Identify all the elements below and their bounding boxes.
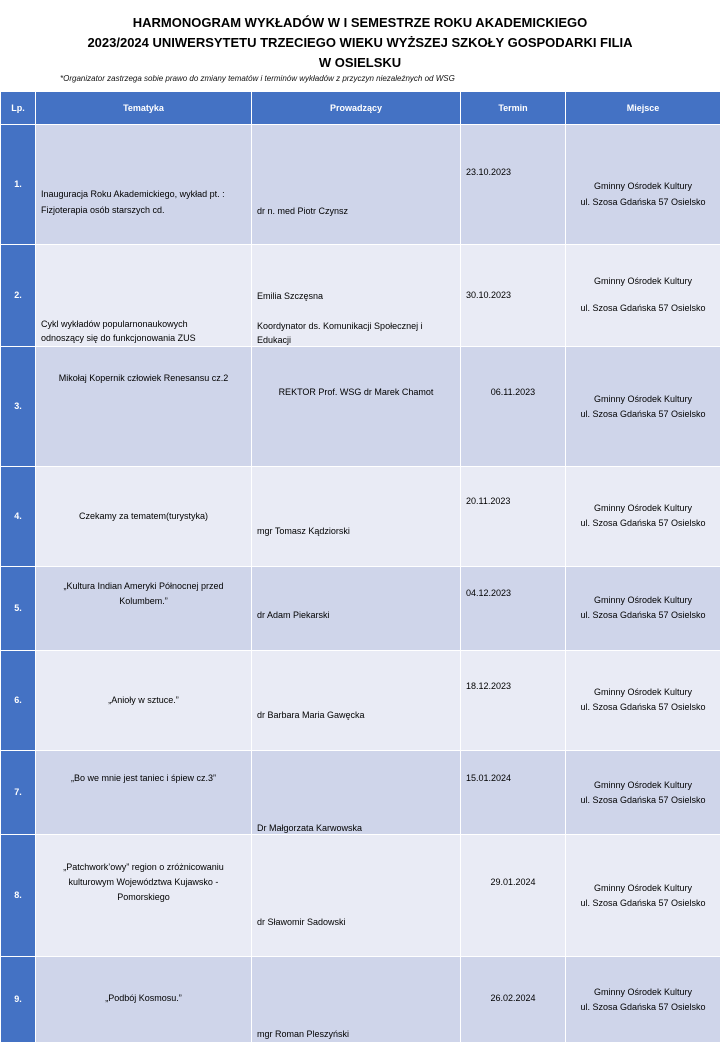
lecturer-cell [252, 467, 461, 567]
title-line-2: 2023/2024 UNIWERSYTETU TRZECIEGO WIEKU WYŻSZEJ SZKOŁY GOSPODARKI FILIA [0, 34, 720, 52]
topic-line: kulturowym Województwa Kujawsko - [41, 875, 246, 890]
place-line: ul. Szosa Gdańska 57 Osielsko [571, 896, 715, 911]
col-header-place: Miejsce [566, 92, 720, 125]
place-line: Gminny Ośrodek Kultury [571, 593, 715, 608]
table-row [1, 835, 720, 957]
topic-line: „Podbój Kosmosu.” [41, 991, 246, 1006]
table-row [1, 651, 720, 751]
title-line-1: HARMONOGRAM WYKŁADÓW W I SEMESTRZE ROKU AKADEMICKIEGO [0, 14, 720, 32]
lecturer-line: Edukacji [257, 333, 455, 348]
topic-cell [36, 751, 252, 835]
date-cell [461, 651, 566, 751]
topic-line: „Bo we mnie jest taniec i śpiew cz.3” [41, 771, 246, 786]
lecturer-cell [252, 835, 461, 957]
topic-line: Inauguracja Roku Akademickiego, wykład pt. : [41, 187, 246, 202]
place-cell [566, 651, 720, 751]
place-cell [566, 125, 720, 245]
topic-line: „Patchwork’owy” region o zróżnicowaniu [41, 860, 246, 875]
date-text: 29.01.2024 [466, 875, 560, 890]
lecturer-cell [252, 125, 461, 245]
date-text: 23.10.2023 [466, 165, 560, 180]
date-cell [461, 957, 566, 1043]
place-line: ul. Szosa Gdańska 57 Osielsko [571, 407, 715, 422]
place-cell [566, 245, 720, 347]
table-row [1, 467, 720, 567]
date-text: 06.11.2023 [466, 385, 560, 400]
place-line: Gminny Ośrodek Kultury [571, 501, 715, 516]
place-line: ul. Szosa Gdańska 57 Osielsko [571, 1000, 715, 1015]
table-row [1, 567, 720, 651]
place-line: Gminny Ośrodek Kultury [571, 392, 715, 407]
topic-line: Kolumbem.” [41, 594, 246, 609]
row-number: 3. [1, 347, 36, 467]
date-cell [461, 835, 566, 957]
title-line-3: W OSIELSKU [0, 54, 720, 72]
place-line: Gminny Ośrodek Kultury [571, 778, 715, 793]
row-number: 2. [1, 245, 36, 347]
col-header-date: Termin [461, 92, 566, 125]
place-cell [566, 347, 720, 467]
topic-cell [36, 835, 252, 957]
place-line: Gminny Ośrodek Kultury [571, 985, 715, 1000]
topic-cell [36, 651, 252, 751]
date-text: 30.10.2023 [466, 288, 560, 303]
place-line: ul. Szosa Gdańska 57 Osielsko [571, 700, 715, 715]
lecturer-cell [252, 245, 461, 347]
lecturer-cell [252, 957, 461, 1043]
date-cell [461, 125, 566, 245]
date-text: 26.02.2024 [466, 991, 560, 1006]
table-row [1, 125, 720, 245]
topic-line: „Kultura Indian Ameryki Północnej przed [41, 579, 246, 594]
lecturer-cell [252, 567, 461, 651]
row-number: 8. [1, 835, 36, 957]
date-cell [461, 751, 566, 835]
lecturer-line: dr n. med Piotr Czynsz [257, 204, 455, 219]
lecturer-line: REKTOR Prof. WSG dr Marek Chamot [257, 385, 455, 400]
lecturer-line: Koordynator ds. Komunikacji Społecznej i [257, 319, 455, 334]
place-line: Gminny Ośrodek Kultury [571, 685, 715, 700]
date-cell [461, 567, 566, 651]
date-cell [461, 467, 566, 567]
place-line: Gminny Ośrodek Kultury [571, 881, 715, 896]
topic-cell [36, 467, 252, 567]
topic-cell [36, 567, 252, 651]
date-text: 18.12.2023 [466, 679, 560, 694]
header-row [1, 92, 720, 125]
topic-cell [36, 957, 252, 1043]
place-cell [566, 567, 720, 651]
row-number: 9. [1, 957, 36, 1043]
topic-line: Czekamy za tematem(turystyka) [41, 509, 246, 524]
row-number: 4. [1, 467, 36, 567]
place-line: ul. Szosa Gdańska 57 Osielsko [571, 608, 715, 623]
table-row [1, 957, 720, 1043]
place-cell [566, 835, 720, 957]
lecturer-line: mgr Roman Pleszyński [257, 1027, 455, 1042]
col-header-lecturer: Prowadzący [252, 92, 461, 125]
table-row [1, 347, 720, 467]
disclaimer-note: *Organizator zastrzega sobie prawo do zmiany tematów i terminów wykładów z przyczyn niezależnych od WSG [60, 74, 455, 83]
place-cell [566, 467, 720, 567]
lecturer-line: mgr Tomasz Kądziorski [257, 524, 455, 539]
lecturer-cell [252, 751, 461, 835]
row-number: 6. [1, 651, 36, 751]
lecturer-cell [252, 651, 461, 751]
schedule-body [0, 124, 720, 1043]
topic-line: odnoszący się do funkcjonowania ZUS [41, 331, 246, 346]
topic-line: Pomorskiego [41, 890, 246, 905]
lecturer-line: dr Barbara Maria Gawęcka [257, 708, 455, 723]
date-cell [461, 245, 566, 347]
schedule-table [0, 91, 720, 125]
place-cell [566, 957, 720, 1043]
date-cell [461, 347, 566, 467]
place-line: Gminny Ośrodek Kultury [571, 274, 715, 289]
lecturer-line: dr Sławomir Sadowski [257, 915, 455, 930]
topic-cell [36, 245, 252, 347]
topic-line: „Anioły w sztuce.” [41, 693, 246, 708]
lecturer-line: Emilia Szczęsna [257, 289, 455, 304]
lecturer-line: dr Adam Piekarski [257, 608, 455, 623]
table-row [1, 751, 720, 835]
col-header-topic: Tematyka [36, 92, 252, 125]
topic-line: Fizjoterapia osób starszych cd. [41, 203, 246, 218]
topic-cell [36, 347, 252, 467]
place-line: ul. Szosa Gdańska 57 Osielsko [571, 301, 715, 316]
row-number: 5. [1, 567, 36, 651]
place-line: ul. Szosa Gdańska 57 Osielsko [571, 516, 715, 531]
date-text: 04.12.2023 [466, 586, 560, 601]
topic-line: Mikołaj Kopernik człowiek Renesansu cz.2 [41, 371, 246, 386]
lecturer-cell [252, 347, 461, 467]
topic-cell [36, 125, 252, 245]
place-cell [566, 751, 720, 835]
row-number: 7. [1, 751, 36, 835]
row-number: 1. [1, 125, 36, 245]
date-text: 15.01.2024 [466, 771, 560, 786]
date-text: 20.11.2023 [466, 494, 560, 509]
place-line: Gminny Ośrodek Kultury [571, 179, 715, 194]
place-line: ul. Szosa Gdańska 57 Osielsko [571, 793, 715, 808]
lecturer-line: Dr Małgorzata Karwowska [257, 821, 455, 836]
col-header-lp: Lp. [1, 92, 36, 125]
place-line: ul. Szosa Gdańska 57 Osielsko [571, 195, 715, 210]
table-row [1, 245, 720, 347]
topic-line: Cykl wykładów popularnonaukowych [41, 317, 246, 332]
